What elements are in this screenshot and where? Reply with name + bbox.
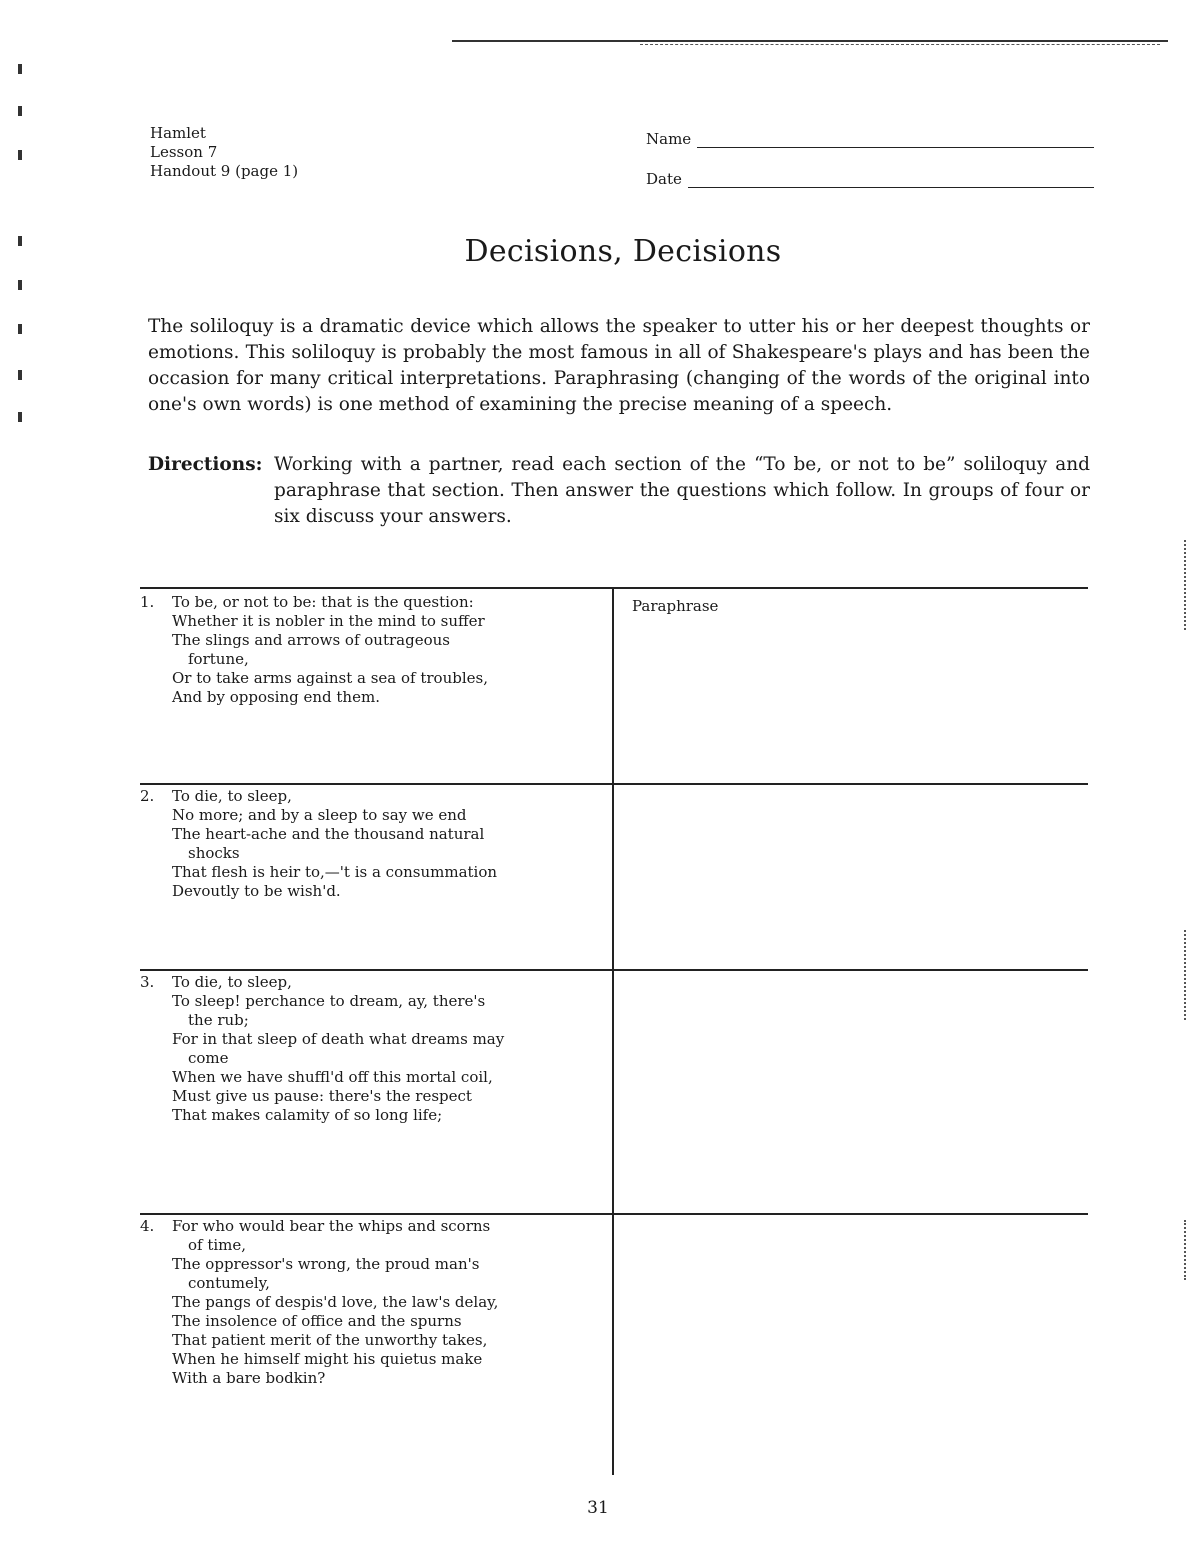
date-field[interactable] — [646, 170, 1094, 188]
soliloquy-line: When he himself might his quietus make — [172, 1350, 483, 1368]
soliloquy-line: shocks — [188, 844, 240, 862]
soliloquy-line: To sleep! perchance to dream, ay, there's — [172, 992, 486, 1010]
soliloquy-line: Whether it is nobler in the mind to suffer — [172, 612, 485, 630]
handout-label: Handout 9 (page 1) — [150, 162, 299, 180]
margin-mark — [18, 370, 22, 380]
top-scan-rule — [452, 40, 1168, 42]
soliloquy-line: To die, to sleep, — [172, 787, 292, 805]
soliloquy-line: For in that sleep of death what dreams may — [172, 1030, 505, 1048]
section-number: 4. — [140, 1217, 155, 1235]
soliloquy-section-4 — [140, 1217, 602, 1388]
right-margin-dots — [1184, 1220, 1186, 1280]
section-lines — [172, 787, 602, 901]
date-label: Date — [646, 170, 682, 188]
name-field[interactable] — [646, 130, 1094, 148]
soliloquy-line: With a bare bodkin? — [172, 1369, 326, 1387]
table-rule — [140, 587, 1088, 589]
table-rule — [140, 783, 1088, 785]
soliloquy-line: come — [188, 1049, 229, 1067]
soliloquy-line: Or to take arms against a sea of troubles, — [172, 669, 488, 687]
soliloquy-line: To be, or not to be: that is the question: — [172, 593, 474, 611]
paraphrase-header: Paraphrase — [632, 597, 719, 615]
soliloquy-line: The slings and arrows of outrageous — [172, 631, 450, 649]
handout-header — [150, 124, 298, 181]
margin-mark — [18, 324, 22, 334]
table-rule — [140, 969, 1088, 971]
margin-mark — [18, 412, 22, 422]
soliloquy-line: For who would bear the whips and scorns — [172, 1217, 491, 1235]
margin-mark — [18, 280, 22, 290]
margin-mark — [18, 64, 22, 74]
page-number: 31 — [587, 1498, 609, 1518]
margin-mark — [18, 150, 22, 160]
section-number: 1. — [140, 593, 155, 611]
soliloquy-line: When we have shuffl'd off this mortal coil, — [172, 1068, 493, 1086]
soliloquy-line: The heart-ache and the thousand natural — [172, 825, 485, 843]
soliloquy-line: To die, to sleep, — [172, 973, 292, 991]
section-lines — [172, 973, 602, 1125]
name-label: Name — [646, 130, 692, 148]
soliloquy-line: That flesh is heir to,—'t is a consummation — [172, 863, 498, 881]
right-margin-dots — [1184, 930, 1186, 1020]
table-rule — [140, 1213, 1088, 1215]
margin-mark — [18, 106, 22, 116]
course-title: Hamlet — [150, 124, 206, 142]
soliloquy-line: the rub; — [188, 1011, 249, 1029]
soliloquy-line: No more; and by a sleep to say we end — [172, 806, 467, 824]
soliloquy-line: Must give us pause: there's the respect — [172, 1087, 472, 1105]
soliloquy-table — [140, 587, 1088, 1475]
date-blank-line[interactable] — [688, 174, 1094, 188]
soliloquy-line: contumely, — [188, 1274, 270, 1292]
soliloquy-line: That makes calamity of so long life; — [172, 1106, 443, 1124]
section-number: 3. — [140, 973, 155, 991]
intro-paragraph: The soliloquy is a dramatic device which allows the speaker to utter his or her deepest thoughts or emotions. This soliloquy is probably the most famous in all of Shakespeare's plays and has been the occasion for many critical interpretations. Paraphrasing (changing of the words of the original into one's own words) is one method of examining the precise meaning of a speech. — [148, 316, 1090, 415]
section-number: 2. — [140, 787, 155, 805]
soliloquy-line: The insolence of office and the spurns — [172, 1312, 462, 1330]
lesson-label: Lesson 7 — [150, 143, 218, 161]
soliloquy-line: That patient merit of the unworthy takes, — [172, 1331, 488, 1349]
soliloquy-line: of time, — [188, 1236, 247, 1254]
soliloquy-line: Devoutly to be wish'd. — [172, 882, 341, 900]
soliloquy-line: fortune, — [188, 650, 249, 668]
soliloquy-line: And by opposing end them. — [172, 688, 380, 706]
directions-text: Working with a partner, read each section of the “To be, or not to be” soliloquy and paraphrase that section. Then answer the questions which follow. In groups of four or six discuss your answers. — [274, 454, 1090, 527]
directions — [148, 452, 1090, 530]
section-lines — [172, 1217, 602, 1388]
soliloquy-section-1 — [140, 593, 602, 707]
soliloquy-section-2 — [140, 787, 602, 901]
section-lines — [172, 593, 602, 707]
page-title: Decisions, Decisions — [464, 234, 782, 269]
right-margin-dots — [1184, 540, 1186, 630]
column-divider — [612, 587, 614, 1475]
soliloquy-line: The pangs of despis'd love, the law's delay, — [172, 1293, 499, 1311]
soliloquy-line: The oppressor's wrong, the proud man's — [172, 1255, 480, 1273]
soliloquy-section-3 — [140, 973, 602, 1125]
name-blank-line[interactable] — [697, 134, 1094, 148]
directions-label: Directions: — [148, 454, 263, 475]
top-scan-rule-secondary — [640, 44, 1160, 45]
